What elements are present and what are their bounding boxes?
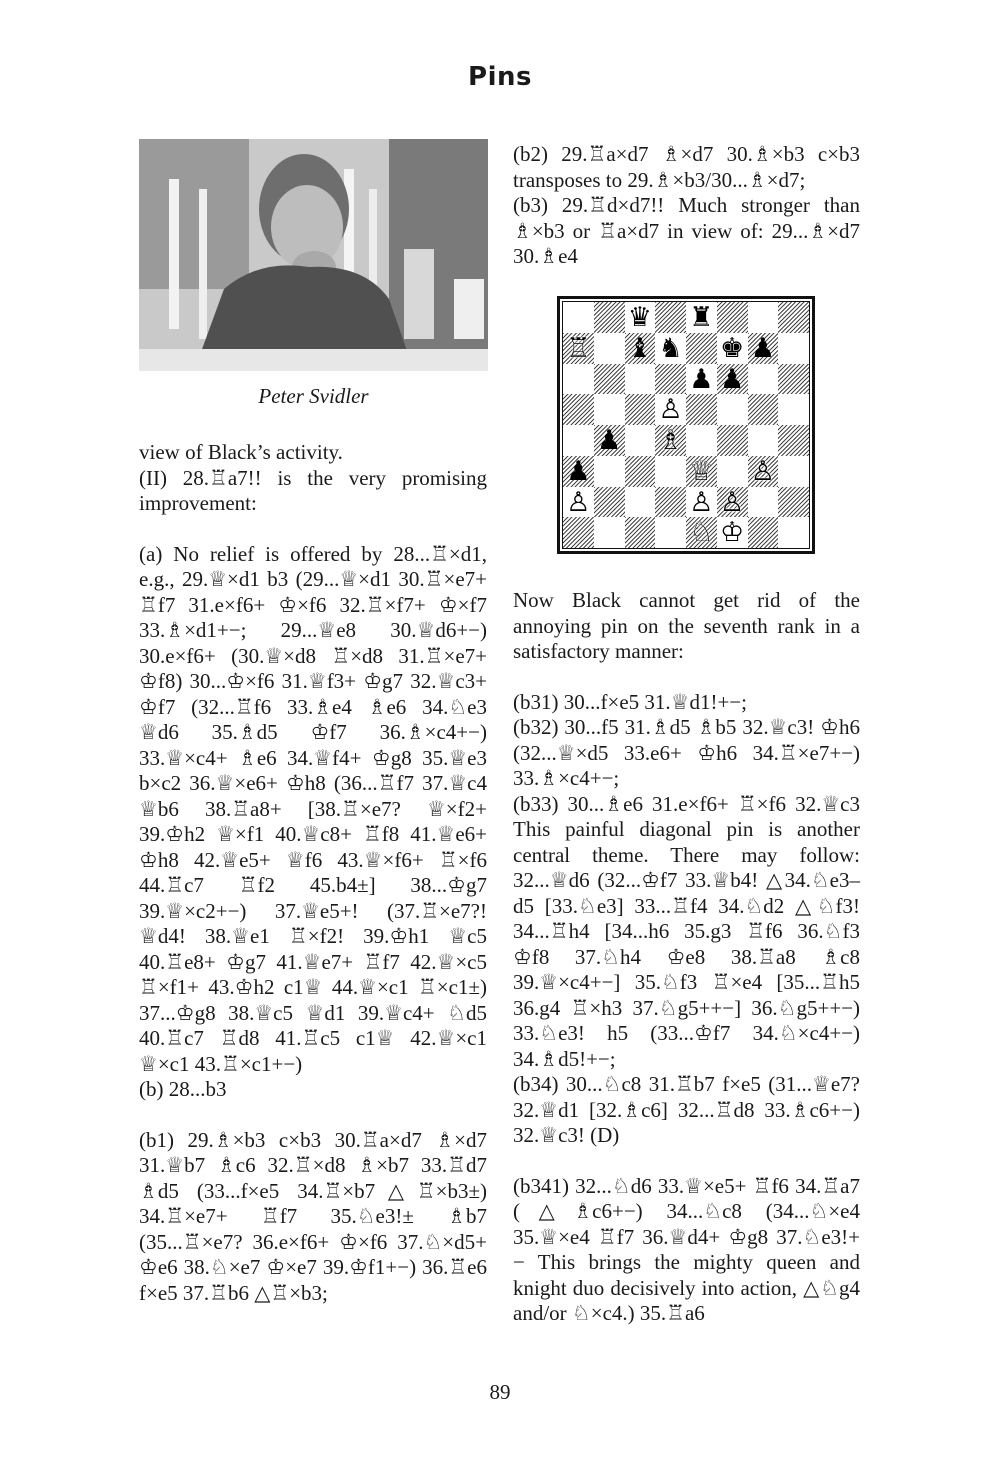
board-square (563, 364, 594, 395)
board-square (778, 364, 809, 395)
board-square (625, 394, 656, 425)
photo-illustration (139, 139, 488, 371)
player-photo (139, 139, 488, 371)
chess-piece: ♙ (750, 455, 775, 487)
board-square (778, 394, 809, 425)
paragraph: (b31) 30...f×e5 31.♕d1!+−; (513, 689, 747, 714)
board-square (748, 302, 779, 333)
right-column-top-text (513, 142, 860, 270)
chess-piece: ♟ (566, 455, 591, 487)
chess-piece: ♖ (566, 332, 591, 364)
chess-piece: ♙ (689, 486, 714, 518)
board-square (594, 364, 625, 395)
paragraph: (b2) 29.♖a×d7 ♗×d7 30.♗×b3 c×b3 transposes to 29.♗×b3/30...♗×d7; (513, 142, 860, 192)
paragraph: view of Black’s activity. (139, 440, 343, 464)
board-square (778, 456, 809, 487)
chess-piece: ♟ (689, 363, 714, 395)
paragraph: (b1) 29.♗×b3 c×b3 30.♖a×d7 ♗×d7 31.♕b7 ♗c6 32.♖×d8 ♗×b7 33.♖d7 ♗d5 (33...f×e5 34.♖×b7△♖×b3±) 34.♖×e7+ ♖f7 35.♘e3!± ♗b7 (35...♖×e7? 36.e×f6+ ♔×f6 37.♘×d5+ ♔e6 38.♘×e7 ♔×e7 39.♔f1+−) 36.♖e6 f×e5 37.♖b6 △♖×b3; (139, 1127, 487, 1305)
board-square (625, 425, 656, 456)
left-column-text (139, 440, 487, 1306)
board-square (748, 364, 779, 395)
paragraph: (b33) 30...♗e6 31.e×f6+ ♖×f6 32.♕c3 This painful diagonal pin is another central theme. There may follow: 32...♕d6 (32...♔f7 33.♕b4! △34.♘e3–d5 [33.♘e3] 33...♖f4 34.♘d2 △♘f3! 34...♖h4 [34...h6 35.g3 ♖f6 36.♘f3 ♔f8 37.♘h4 ♔e8 38.♖a8 ♗c8 39.♕×c4+−] 35.♘f3 ♖×e4 [35...♖h5 36.g4 ♖×h3 37.♘g5++−] 36.♘g5++−) 33.♘e3! h5 (33...♔f7 34.♘×c4+−) 34.♗d5!+−; (513, 791, 860, 1071)
chess-piece: ♗ (658, 425, 683, 456)
board-square (655, 456, 686, 487)
board-square (594, 487, 625, 518)
board-square (594, 333, 625, 364)
chess-piece: ♟ (750, 332, 775, 364)
paragraph: (b341) 32...♘d6 33.♕×e5+ ♖f6 34.♖a7 (△♗c6+−) 34...♘c8 (34...♘×e4 35.♕×e4 ♖f7 36.♕d4+ ♔g8 37.♘e3!+− This brings the mighty queen and knight duo decisively into action, △♘g4 and/or ♘×c4.) 35.♖a6 (513, 1173, 860, 1325)
paragraph: (b32) 30...f5 31.♗d5 ♗b5 32.♕c3! ♔h6 (32...♕×d5 33.e6+ ♔h6 34.♖×e7+−) 33.♗×c4+−; (513, 715, 860, 790)
chess-piece: ♔ (720, 517, 745, 549)
chess-piece: ♝ (627, 332, 652, 364)
board-square (778, 302, 809, 333)
page-title: Pins (468, 62, 532, 92)
board-square (655, 517, 686, 548)
chess-piece: ♙ (566, 486, 591, 518)
board-square (625, 456, 656, 487)
board-square (686, 333, 717, 364)
paragraph: (a) No relief is offered by 28...♖×d1, e.g., 29.♕×d1 b3 (29...♕×d1 30.♖×e7+ ♖f7 31.e×f6+ ♔×f6 32.♖×f7+ ♔×f7 33.♗×d1+−; 29...♕e8 30.♕d6+−) 30.e×f6+ (30.♕×d8 ♖×d8 31.♖×e7+ ♔f8) 30...♔×f6 31.♕f3+ ♔g7 32.♕c3+ ♔f7 (32...♖f6 33.♗e4 ♗e6 34.♘e3 ♕d6 35.♗d5 ♔f7 36.♗×c4+−) 33.♕×c4+ ♗e6 34.♕f4+ ♔g8 35.♕e3 b×c2 36.♕×e6+ ♔h8 (36...♖f7 37.♕c4 ♕b6 38.♖a8+ [38.♖×e7? ♕×f2+ 39.♔h2 ♕×f1 40.♕c8+ ♖f8 41.♕e6+ ♔h8 42.♕e5+ ♕f6 43.♕×f6+ ♖×f6 44.♖c7 ♖f2 45.b4±] 38...♔g7 39.♕×c2+−) 37.♕e5+! (37.♖×e7?! ♕d4! 38.♕e1 ♖×f2! 39.♔h1 ♕c5 40.♖e8+ ♔g7 41.♕e7+ ♖f7 42.♕×c5 ♖×f1+ 43.♔h2 c1♕ 44.♕×c1 ♖×c1±) 37...♔g8 38.♕c5 ♕d1 39.♕c4+ ♘d5 40.♖c7 ♖d8 41.♖c5 c1♕ 42.♕×c1 ♕×c1 43.♖×c1+−) (139, 541, 487, 1076)
right-column-text (513, 588, 860, 1327)
board-square (563, 394, 594, 425)
board-square (717, 394, 748, 425)
board-square (655, 302, 686, 333)
chess-piece: ♞ (658, 332, 683, 364)
board-square (686, 394, 717, 425)
chess-piece: ♙ (658, 394, 683, 426)
board-square (594, 517, 625, 548)
board-square (594, 302, 625, 333)
board-square (655, 487, 686, 518)
page-number: 89 (489, 1380, 511, 1404)
board-square (748, 517, 779, 548)
board-square (748, 425, 779, 456)
board-square (594, 394, 625, 425)
board-square (655, 364, 686, 395)
board-square (625, 487, 656, 518)
paragraph: (b3) 29.♖d×d7!! Much stronger than ♗×b3 or ♖a×d7 in view of: 29...♗×d7 30.♗e4 (513, 193, 860, 268)
board-square (778, 333, 809, 364)
chess-board (562, 301, 810, 549)
board-square (563, 302, 594, 333)
paragraph: Now Black cannot get rid of the annoying pin on the seventh rank in a satisfactory manner: (513, 588, 860, 663)
chess-diagram (557, 296, 815, 554)
chess-piece: ♚ (720, 332, 745, 364)
chess-piece: ♙ (720, 486, 745, 518)
board-square (778, 517, 809, 548)
paragraph: (b) 28...b3 (139, 1077, 227, 1101)
paragraph: (b34) 30...♘c8 31.♖b7 f×e5 (31...♕e7? 32.♕d1 [32.♗c6] 32...♖d8 33.♗c6+−) 32.♕c3! (D) (513, 1072, 860, 1147)
board-square (778, 487, 809, 518)
board-square (717, 456, 748, 487)
chess-piece: ♟ (597, 425, 622, 456)
board-square (594, 456, 625, 487)
chess-piece: ♘ (689, 517, 714, 549)
board-square (748, 487, 779, 518)
chess-piece: ♛ (627, 302, 652, 333)
chess-piece: ♟ (720, 363, 745, 395)
chess-piece: ♕ (689, 455, 714, 487)
board-square (748, 394, 779, 425)
board-square (717, 425, 748, 456)
chess-piece: ♜ (689, 302, 714, 333)
board-square (563, 517, 594, 548)
board-square (717, 302, 748, 333)
photo-caption: Peter Svidler (258, 384, 369, 408)
board-square (625, 517, 656, 548)
board-square (563, 425, 594, 456)
paragraph: (II) 28.♖a7!! is the very promising improvement: (139, 465, 487, 515)
board-square (686, 425, 717, 456)
board-square (778, 425, 809, 456)
board-square (625, 364, 656, 395)
